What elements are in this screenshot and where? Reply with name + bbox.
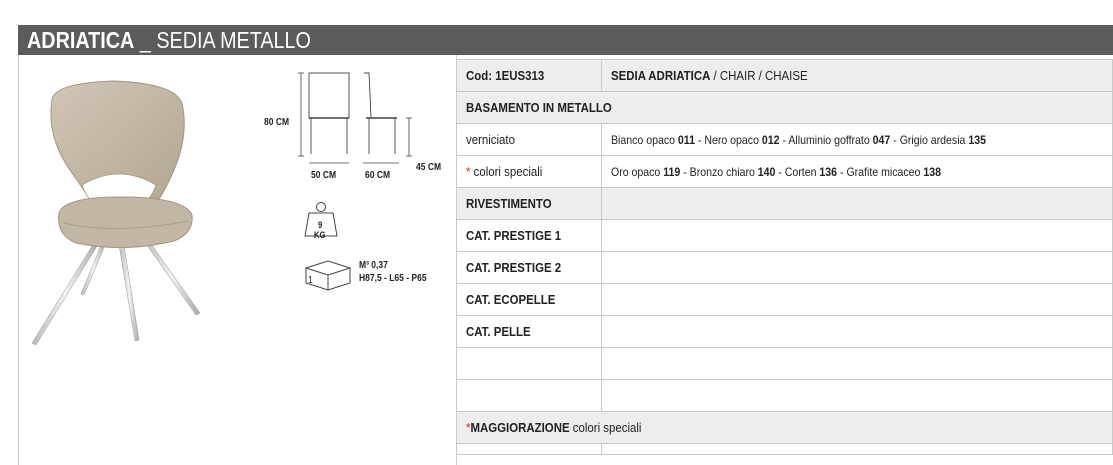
special-colors-label: * colori speciali <box>457 156 602 188</box>
weight-value: 9 <box>318 220 323 230</box>
box-qty: 1 <box>308 275 313 286</box>
product-name-translations: / CHAIR / CHAISE <box>710 68 808 83</box>
spec-table <box>456 59 1113 455</box>
color-code: 012 <box>761 132 780 147</box>
product-header <box>18 25 1113 55</box>
color-code: 136 <box>819 164 838 179</box>
color-code: 135 <box>968 132 987 147</box>
table-row-surcharge <box>457 412 1113 444</box>
table-row-painted <box>457 124 1113 156</box>
base-title: BASAMENTO IN METALLO <box>457 92 1113 124</box>
box-volume: M³ 0,37 <box>359 260 388 271</box>
table-row-category <box>457 252 1113 284</box>
color-name: Bianco opaco <box>611 132 678 147</box>
special-colors: Oro opaco 119 - Bronzo chiaro 140 - Corten 136 - Grafite micaceo 138 <box>602 156 1113 188</box>
table-row-covering-title <box>457 188 1113 220</box>
product-name: ADRIATICA <box>27 27 135 53</box>
product-title <box>27 27 311 54</box>
table-row-empty <box>457 348 1113 380</box>
category-label: CAT. PRESTIGE 2 <box>457 252 602 284</box>
color-name: Corten <box>784 164 820 179</box>
dimensions-drawing <box>289 68 429 168</box>
special-marker: * <box>466 164 471 179</box>
table-row-category <box>457 316 1113 348</box>
weight-unit: KG <box>314 230 326 240</box>
surcharge-marker: * <box>466 420 471 435</box>
color-code: 138 <box>923 164 941 179</box>
category-label: CAT. ECOPELLE <box>457 284 602 316</box>
color-name: Grafite micaceo <box>846 164 924 179</box>
color-name: Bronzo chiaro <box>689 164 758 179</box>
color-name: Grigio ardesia <box>899 132 969 147</box>
color-code: 119 <box>663 164 681 179</box>
product-code: Cod: 1EUS313 <box>457 60 602 92</box>
width-label: 50 CM <box>311 170 337 181</box>
category-label: CAT. PELLE <box>457 316 602 348</box>
color-code: 011 <box>677 132 695 147</box>
category-label: CAT. PRESTIGE 1 <box>457 220 602 252</box>
color-name: Alluminio goffrato <box>788 132 873 147</box>
surcharge-note: *MAGGIORAZIONE colori speciali <box>457 412 1113 444</box>
depth-label: 60 CM <box>365 170 391 181</box>
chair-image <box>24 75 219 380</box>
color-code: 047 <box>872 132 891 147</box>
color-name: Nero opaco <box>704 132 762 147</box>
table-row-code <box>457 60 1113 92</box>
table-row-base-title <box>457 92 1113 124</box>
table-row-category <box>457 284 1113 316</box>
painted-label: verniciato <box>457 124 602 156</box>
height-label: 80 CM <box>264 117 290 128</box>
product-type: _ SEDIA METALLO <box>134 27 311 53</box>
box-size: H87,5 - L65 - P65 <box>359 273 427 284</box>
table-row-empty <box>457 380 1113 412</box>
painted-colors: Bianco opaco 011 - Nero opaco 012 - Alluminio goffrato 047 - Grigio ardesia 135 <box>602 124 1113 156</box>
product-name-bold: SEDIA ADRIATICA <box>611 68 711 83</box>
product-visual-panel <box>18 55 457 465</box>
covering-title: RIVESTIMENTO <box>457 188 602 220</box>
table-row-category <box>457 220 1113 252</box>
color-code: 140 <box>757 164 776 179</box>
table-row-empty <box>457 444 1113 455</box>
seat-height-label: 45 CM <box>416 162 442 173</box>
table-row-special <box>457 156 1113 188</box>
color-name: Oro opaco <box>611 164 664 179</box>
product-name-cell <box>602 60 1113 92</box>
